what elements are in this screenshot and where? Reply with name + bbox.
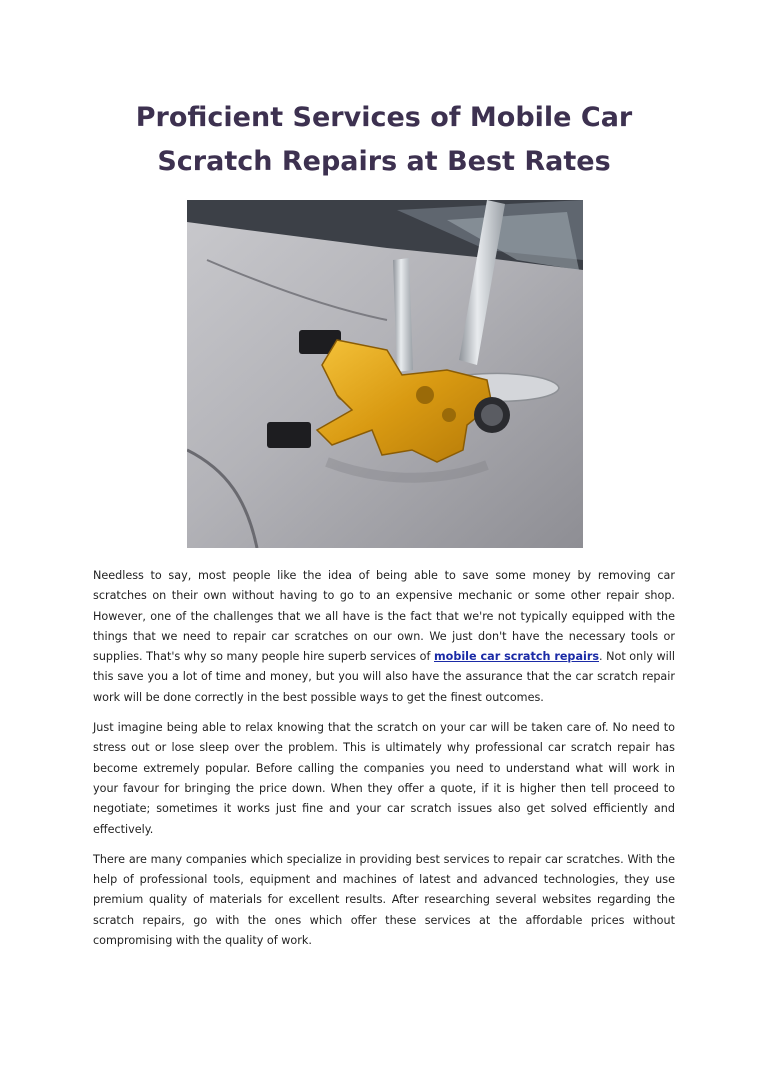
dent-puller-photo (187, 200, 583, 548)
title-line-2: Scratch Repairs at Best Rates (157, 146, 611, 177)
dent-puller-tool-on-car-door-icon (187, 200, 583, 548)
title-line-1: Proficient Services of Mobile Car (135, 102, 633, 133)
mobile-car-scratch-repairs-link[interactable]: mobile car scratch repairs (434, 650, 599, 664)
article-body (93, 566, 675, 961)
paragraph-3: There are many companies which specialize in providing best services to repair car scratches. With the help of professional tools, equipment and machines of latest and advanced technologies, they use premium quality of materials for excellent results. After researching several websites regarding the scratch repairs, go with the ones which offer these services at the affordable prices without compromising with the quality of work. (93, 852, 675, 948)
paragraph-1-text-after-link: . Not only will this save you a lot of time and money, but you will also have the assurance that the car scratch repair work will be done correctly in the best possible ways to get the finest outcomes. (93, 650, 675, 704)
paragraph-1 (93, 566, 675, 708)
page-title (92, 96, 676, 184)
paragraph-2: Just imagine being able to relax knowing that the scratch on your car will be taken care of. No need to stress out or lose sleep over the problem. This is ultimately why professional car scratch repair has become extremely popular. Before calling the companies you need to understand what will work in your favour for bringing the price down. When they offer a quote, if it is higher then tell proceed to negotiate; sometimes it works just fine and your car scratch issues also get solved efficiently and effectively. (93, 721, 675, 836)
paragraph-1-text-before-link: Needless to say, most people like the idea of being able to save some money by removing car scratches on their own without having to go to an expensive mechanic or some other repair shop. However, one of the challenges that we all have is the fact that we're not typically equipped with the things that we need to repair car scratches on our own. We just don't have the necessary tools or supplies. That's why so many people hire superb services of (93, 569, 675, 664)
